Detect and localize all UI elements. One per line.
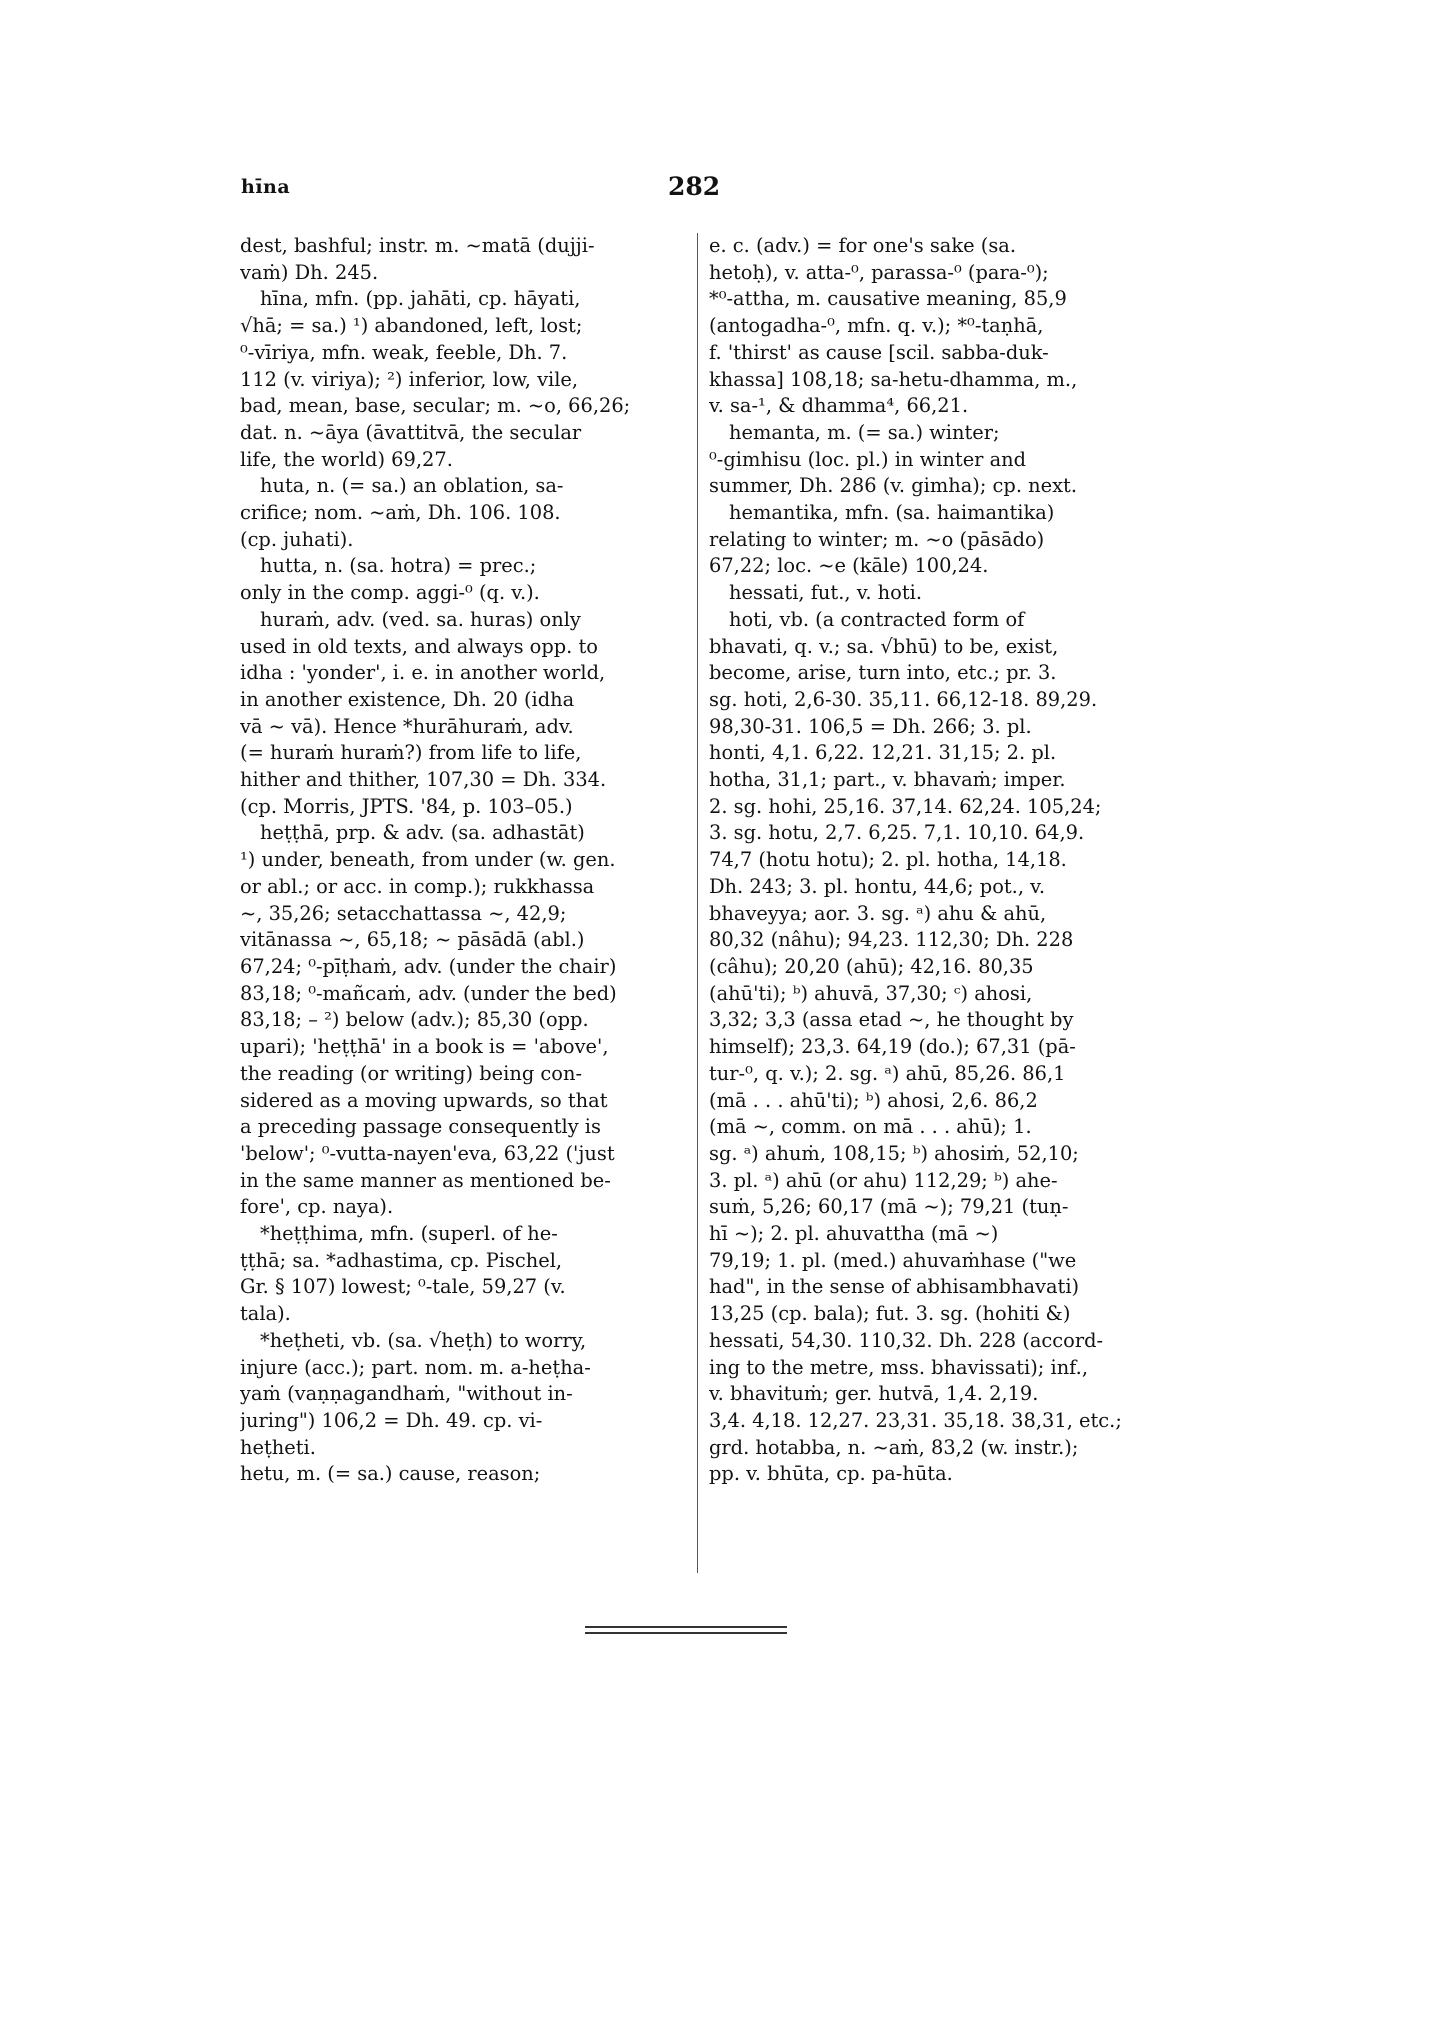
text-line: 112 (v. viriya); ²) inferior, low, vile,	[240, 367, 579, 391]
text-line: ṭṭhā; sa. *adhastima, cp. Pischel,	[240, 1248, 563, 1272]
text-line: in another existence, Dh. 20 (idha	[240, 687, 575, 711]
page-number: 282	[668, 172, 721, 201]
text-line: yaṁ (vaṇṇagandhaṁ, "without in-	[240, 1382, 573, 1406]
text-line: hemantika, mfn. (sa. haimantika)	[729, 501, 1055, 525]
text-line: hemanta, m. (= sa.) winter;	[729, 420, 1000, 444]
text-line: *heṭṭhima, mfn. (superl. of he-	[260, 1222, 558, 1246]
text-line: hotha, 31,1; part., v. bhavaṁ; imper.	[709, 768, 1066, 792]
text-line: (= huraṁ huraṁ?) from life to life,	[240, 741, 582, 765]
text-line: (ahū'ti); ᵇ) ahuvā, 37,30; ᶜ) ahosi,	[709, 981, 1033, 1005]
text-line: vitānassa ~, 65,18; ~ pāsādā (abl.)	[240, 928, 585, 952]
text-line: 3,4. 4,18. 12,27. 23,31. 35,18. 38,31, etc.;	[709, 1408, 1122, 1432]
text-line: relating to winter; m. ~o (pāsādo)	[709, 527, 1045, 551]
text-line: (mā . . . ahū'ti); ᵇ) ahosi, 2,6. 86,2	[709, 1088, 1038, 1112]
text-line: 3. sg. hotu, 2,7. 6,25. 7,1. 10,10. 64,9.	[709, 821, 1085, 845]
text-line: tala).	[240, 1302, 291, 1326]
text-line: ⁰-gimhisu (loc. pl.) in winter and	[709, 447, 1027, 471]
text-line: used in old texts, and always opp. to	[240, 634, 598, 658]
text-line: bad, mean, base, secular; m. ~o, 66,26;	[240, 394, 631, 418]
text-line: hutta, n. (sa. hotra) = prec.;	[260, 554, 537, 578]
text-line: 79,19; 1. pl. (med.) ahuvaṁhase ("we	[709, 1248, 1077, 1272]
text-line: Gr. § 107) lowest; ⁰-tale, 59,27 (v.	[240, 1275, 566, 1299]
text-line: idha : 'yonder', i. e. in another world,	[240, 661, 606, 685]
text-line: 3. pl. ᵃ) ahū (or ahu) 112,29; ᵇ) ahe-	[709, 1168, 1058, 1192]
text-line: heṭheti.	[240, 1435, 316, 1459]
text-line: huta, n. (= sa.) an oblation, sa-	[260, 474, 564, 498]
text-line: hīna, mfn. (pp. jahāti, cp. hāyati,	[260, 287, 581, 311]
end-rule-top	[585, 1626, 787, 1628]
text-line: the reading (or writing) being con-	[240, 1061, 582, 1085]
text-line: sg. hoti, 2,6-30. 35,11. 66,12-18. 89,29.	[709, 687, 1098, 711]
text-line: 2. sg. hohi, 25,16. 37,14. 62,24. 105,24;	[709, 794, 1102, 818]
text-line: hither and thither, 107,30 = Dh. 334.	[240, 768, 607, 792]
text-line: 80,32 (nâhu); 94,23. 112,30; Dh. 228	[709, 928, 1074, 952]
text-line: become, arise, turn into, etc.; pr. 3.	[709, 661, 1057, 685]
text-line: heṭṭhā, prp. & adv. (sa. adhastāt)	[260, 821, 585, 845]
text-line: khassa] 108,18; sa-hetu-dhamma, m.,	[709, 367, 1078, 391]
column-divider	[697, 233, 698, 1573]
text-line: (antogadha-⁰, mfn. q. v.); *⁰-taṇhā,	[709, 314, 1044, 338]
text-line: or abl.; or acc. in comp.); rukkhassa	[240, 874, 595, 898]
text-line: √hā; = sa.) ¹) abandoned, left, lost;	[240, 314, 583, 338]
text-line: *heṭheti, vb. (sa. √heṭh) to worry,	[260, 1328, 587, 1352]
text-line: summer, Dh. 286 (v. gimha); cp. next.	[709, 474, 1078, 498]
text-line: ⁰-vīriya, mfn. weak, feeble, Dh. 7.	[240, 340, 568, 364]
text-line: 98,30-31. 106,5 = Dh. 266; 3. pl.	[709, 714, 1032, 738]
text-line: ¹) under, beneath, from under (w. gen.	[240, 848, 616, 872]
text-line: v. sa-¹, & dhamma⁴, 66,21.	[709, 394, 969, 418]
text-line: in the same manner as mentioned be-	[240, 1168, 611, 1192]
text-line: 83,18; ⁰-mañcaṁ, adv. (under the bed)	[240, 981, 617, 1005]
text-line: v. bhavituṁ; ger. hutvā, 1,4. 2,19.	[709, 1382, 1039, 1406]
left-column	[240, 233, 686, 1488]
text-line: hessati, fut., v. hoti.	[729, 581, 922, 605]
text-line: bhaveyya; aor. 3. sg. ᵃ) ahu & ahū,	[709, 901, 1047, 925]
text-line: hetoḥ), v. atta-⁰, parassa-⁰ (para-⁰);	[709, 260, 1049, 284]
text-line: juring") 106,2 = Dh. 49. cp. vi-	[240, 1408, 543, 1432]
text-line: injure (acc.); part. nom. m. a-heṭha-	[240, 1355, 591, 1379]
text-line: (mā ~, comm. on mā . . . ahū); 1.	[709, 1115, 1032, 1139]
text-line: a preceding passage consequently is	[240, 1115, 601, 1139]
text-line: only in the comp. aggi-⁰ (q. v.).	[240, 581, 540, 605]
text-line: hī ~); 2. pl. ahuvattha (mā ~)	[709, 1222, 999, 1246]
text-line: ~, 35,26; setacchattassa ~, 42,9;	[240, 901, 567, 925]
text-line: bhavati, q. v.; sa. √bhū) to be, exist,	[709, 634, 1059, 658]
text-line: dat. n. ~āya (āvattitvā, the secular	[240, 420, 582, 444]
text-line: (câhu); 20,20 (ahū); 42,16. 80,35	[709, 954, 1034, 978]
end-rule-bottom	[585, 1632, 787, 1634]
text-line: f. 'thirst' as cause [scil. sabba-duk-	[709, 340, 1049, 364]
text-line: vaṁ) Dh. 245.	[240, 260, 379, 284]
text-line: honti, 4,1. 6,22. 12,21. 31,15; 2. pl.	[709, 741, 1057, 765]
text-line: vā ~ vā). Hence *hurāhuraṁ, adv.	[240, 714, 574, 738]
text-line: 3,32; 3,3 (assa etad ~, he thought by	[709, 1008, 1074, 1032]
text-line: upari); 'heṭṭhā' in a book is = 'above',	[240, 1035, 609, 1059]
text-line: hetu, m. (= sa.) cause, reason;	[240, 1462, 541, 1486]
text-line: grd. hotabba, n. ~aṁ, 83,2 (w. instr.);	[709, 1435, 1079, 1459]
text-line: dest, bashful; instr. m. ~matā (dujji-	[240, 234, 595, 257]
text-line: pp. v. bhūta, cp. pa-hūta.	[709, 1462, 953, 1486]
text-line: *⁰-attha, m. causative meaning, 85,9	[709, 287, 1067, 311]
text-line: ing to the metre, mss. bhavissati); inf.,	[709, 1355, 1088, 1379]
text-line: suṁ, 5,26; 60,17 (mā ~); 79,21 (tuṇ-	[709, 1195, 1069, 1219]
text-line: Dh. 243; 3. pl. hontu, 44,6; pot., v.	[709, 874, 1045, 898]
text-line: crifice; nom. ~aṁ, Dh. 106. 108.	[240, 501, 561, 525]
text-line: 67,24; ⁰-pīṭhaṁ, adv. (under the chair)	[240, 954, 617, 978]
text-line: tur-⁰, q. v.); 2. sg. ᵃ) ahū, 85,26. 86,1	[709, 1061, 1066, 1085]
text-line: 13,25 (cp. bala); fut. 3. sg. (hohiti &)	[709, 1302, 1071, 1326]
running-headword: hīna	[241, 176, 291, 198]
text-line: 67,22; loc. ~e (kāle) 100,24.	[709, 554, 989, 578]
text-line: sidered as a moving upwards, so that	[240, 1088, 608, 1112]
text-line: e. c. (adv.) = for one's sake (sa.	[709, 234, 1016, 257]
text-line: hoti, vb. (a contracted form of	[729, 607, 1025, 631]
text-line: himself); 23,3. 64,19 (do.); 67,31 (pā-	[709, 1035, 1076, 1059]
text-line: huraṁ, adv. (ved. sa. huras) only	[260, 607, 581, 631]
right-column	[709, 233, 1160, 1488]
text-line: hessati, 54,30. 110,32. Dh. 228 (accord-	[709, 1328, 1104, 1352]
text-line: 'below'; ⁰-vutta-nayen'eva, 63,22 ('just	[240, 1141, 615, 1165]
text-line: 74,7 (hotu hotu); 2. pl. hotha, 14,18.	[709, 848, 1067, 872]
text-line: had", in the sense of abhisambhavati)	[709, 1275, 1080, 1299]
text-line: sg. ᵃ) ahuṁ, 108,15; ᵇ) ahosiṁ, 52,10;	[709, 1141, 1079, 1165]
text-line: (cp. Morris, JPTS. '84, p. 103–05.)	[240, 794, 573, 818]
text-line: life, the world) 69,27.	[240, 447, 453, 471]
text-line: 83,18; – ²) below (adv.); 85,30 (opp.	[240, 1008, 589, 1032]
text-line: (cp. juhati).	[240, 527, 354, 551]
text-line: fore', cp. naya).	[240, 1195, 394, 1219]
